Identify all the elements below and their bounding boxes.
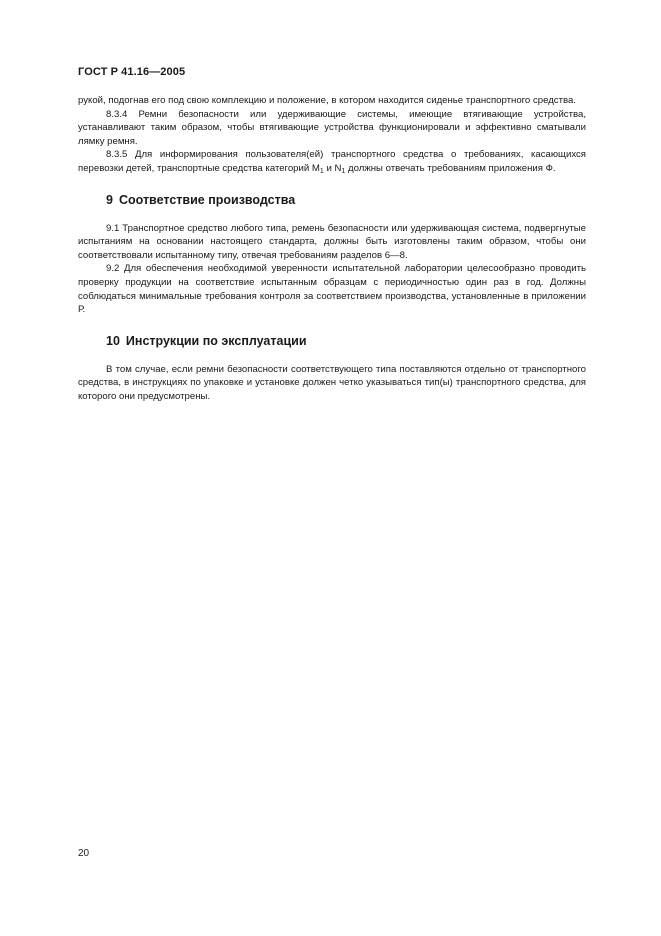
paragraph-8-3-5-text-a: 8.3.5 Для информирования пользователя(ей) транспортного средства о требованиях, касающихся перевозки детей, транспортные средства категорий M [78,149,586,174]
section-10-heading [78,333,586,349]
paragraph-continuation: рукой, подогнав его под свою комплекцию и положение, в котором находится сиденье транспортного средства. [78,95,576,106]
section-9-title: Соответствие производства [118,192,296,207]
paragraph-8-3-5 [78,148,586,175]
category-n-subscript: 1 [341,167,346,175]
paragraph-9-1: 9.1 Транспортное средство любого типа, ремень безопасности или удерживающая система, подвергнутые испытаниям на основании настоящего стандарта, должны быть изготовлены таким образом, чтобы они соответствовали испытанному типу, отвечая требованиям разделов 6—8. [78,222,586,261]
paragraph-10-1: В том случае, если ремни безопасности соответствующего типа поставляются отдельно от транспортного средства, в инструкциях по упаковке и установке должен четко указываться тип(ы) транспортного средства, для которого они предусмотрены. [78,363,586,402]
section-9-heading [78,192,586,208]
page-content [78,94,586,404]
section-10-title: Инструкции по эксплуатации [125,333,307,348]
paragraph-8-3-5-text-c: должны отвечать требованиям приложения Ф. [345,162,556,174]
document-code-header: ГОСТ Р 41.16—2005 [78,66,186,78]
paragraph-9-2: 9.2 Для обеспечения необходимой уверенности испытательной лаборатории целесообразно проводить проверку продукции на соответствие испытанным образцам с периодичностью один раз в год. Должны соблюдаться минимальные требования контроля за соответствием производства, установленные в приложении Р. [78,263,586,316]
paragraph-8-3-4: 8.3.4 Ремни безопасности или удерживающие системы, имеющие втягивающие устройства, устанавливают таким образом, чтобы втягивающие устройства функционировали и эффективно сматывали лямку ремня. [78,108,586,147]
section-10-number: 10 [106,333,120,348]
paragraph-8-3-5-text-b: и N [323,162,342,174]
category-m-subscript: 1 [319,167,324,175]
page-number: 20 [78,848,90,859]
section-9-number: 9 [106,192,113,207]
